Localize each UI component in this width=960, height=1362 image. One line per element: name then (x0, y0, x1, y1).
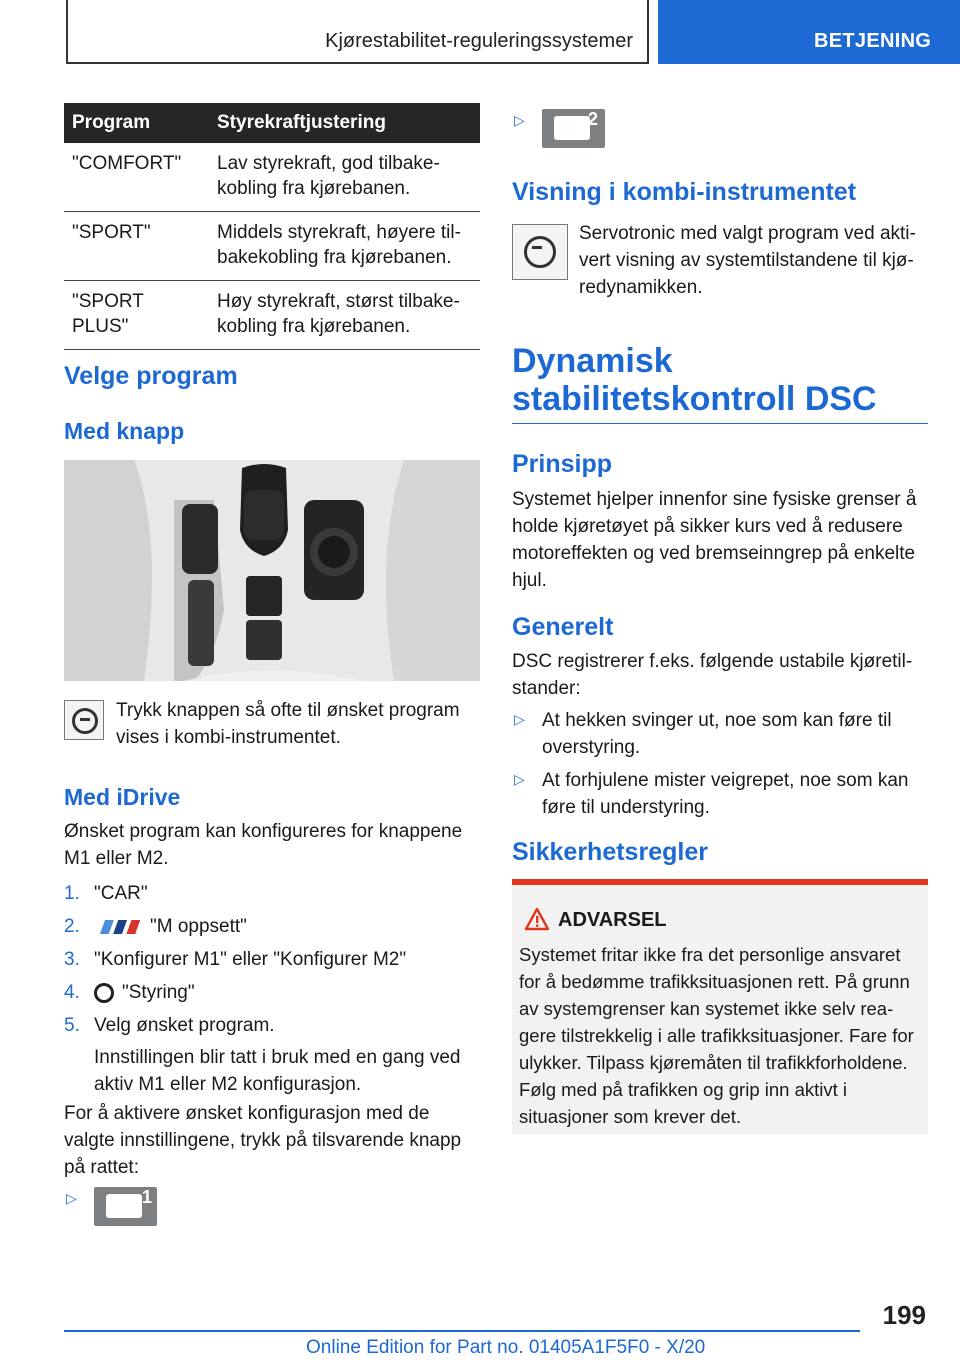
section-title: Kjørestabilitet-reguleringssystemer (325, 30, 633, 52)
list-item (512, 707, 928, 761)
warning-triangle-icon (524, 907, 550, 931)
list-item (64, 979, 480, 1006)
m1-digit: 1 (142, 1187, 153, 1207)
bullet-text: At forhjulene mister veigrepet, noe som kan føre til understyring. (542, 770, 909, 818)
prinsipp-text: Systemet hjelper innenfor sine fysiske grenser å holde kjøretøyet på sikker kurs ved å redusere motoreffekten og ved bremseinngrep på enkelte hjul. (512, 489, 917, 591)
chapter-tab[interactable] (658, 0, 960, 64)
table-cell-desc: Lav styrekraft, god tilbakekobling fra kjørebanen. (209, 143, 480, 212)
generelt-text: DSC registrerer f.eks. følgende ustabile kjøretilstander: (512, 651, 913, 699)
bullet-triangle-icon: ▷ (66, 1190, 77, 1206)
steering-wheel-icon (64, 700, 104, 740)
table-cell-program: "SPORT" (64, 212, 209, 281)
heading-prinsipp: Prinsipp (512, 450, 613, 478)
page-number: 199 (882, 1300, 926, 1330)
heading-visning: Visning i kombi-instrumentet (512, 178, 857, 206)
list-item (64, 946, 480, 973)
m2-button-icon (542, 109, 605, 148)
bullet-triangle-icon: ▷ (514, 711, 525, 727)
m-stripes-icon (94, 920, 144, 934)
heading-velge-program: Velge program (64, 362, 238, 390)
steering-wheel-icon (94, 983, 114, 1003)
list-item (512, 767, 928, 821)
chapter-tab-label: BETJENING (814, 30, 932, 52)
step-number: 4. (64, 982, 80, 1003)
step-text: "M oppsett" (150, 916, 247, 937)
bullet-triangle-icon: ▷ (514, 112, 525, 128)
steering-wheel-icon (512, 224, 568, 280)
step-text: Velg ønsket program. (94, 1015, 275, 1036)
table-cell-desc: Høy styrekraft, størst tilbakekobling fra kjørebanen. (209, 281, 480, 350)
table-cell-program: "COMFORT" (64, 143, 209, 212)
heading-dsc (512, 342, 877, 418)
table-header-program: Program (64, 103, 209, 143)
table-cell-program: "SPORT PLUS" (64, 281, 209, 350)
warning-box (512, 879, 928, 1134)
heading-med-idrive: Med iDrive (64, 784, 181, 810)
step-number: 3. (64, 949, 80, 970)
heading-sikkerhetsregler: Sikkerhetsregler (512, 838, 708, 866)
list-item (64, 1012, 480, 1039)
visning-text: Servotronic med valgt program ved aktivert visning av systemtilstandene til kjøredynamikken. (579, 223, 916, 298)
heading-generelt: Generelt (512, 613, 614, 641)
knapp-instruction: Trykk knappen så ofte til ønsket program vises i kombi-instrumentet. (116, 700, 460, 748)
bullet-triangle-icon: ▷ (514, 771, 525, 787)
m1-button-icon (94, 1187, 157, 1226)
list-item (64, 913, 480, 940)
table-cell-desc: Middels styrekraft, høyere tilbakekobling fra kjørebanen. (209, 212, 480, 281)
m2-digit: 2 (588, 109, 599, 129)
activate-instruction: For å aktivere ønsket konfigurasjon med de valgte innstillingene, trykk på tilsvarende knapp på rattet: (64, 1103, 462, 1178)
bullet-text: At hekken svinger ut, noe som kan føre til overstyring. (542, 710, 892, 758)
warning-text: Systemet fritar ikke fra det personlige ansvaret for å bedømme trafikksituasjonen rett. På grunn av systemgrenser kan systemet ikke selv reagere tilstrekkelig i alle trafikksituasjoner. Fare for ulykker. Tilpass kjøremåten til trafikkforholdene. Følg med på trafikken og grip inn aktivt i situasjoner som krever det. (519, 944, 914, 1127)
list-item (64, 880, 480, 907)
dsc-divider (512, 423, 928, 424)
step-number: 1. (64, 883, 80, 904)
table-row (64, 281, 480, 350)
step-text: "Styring" (122, 982, 195, 1003)
program-table (64, 103, 480, 350)
step-number: 2. (64, 916, 80, 937)
footer-divider (64, 1330, 860, 1332)
heading-dsc-line1: Dynamisk (512, 342, 673, 380)
step-text: "Konfigurer M1" eller "Konfigurer M2" (94, 949, 407, 970)
header-frame (66, 0, 649, 64)
footer-edition: Online Edition for Part no. 01405A1F5F0 - X/20 (306, 1337, 706, 1358)
heading-dsc-line2: stabilitetskontroll DSC (512, 380, 877, 418)
table-row (64, 143, 480, 212)
idrive-steps-list (64, 880, 480, 1045)
generelt-bullets (512, 707, 928, 821)
idrive-intro: Ønsket program kan konfigureres for knappene M1 eller M2. (64, 821, 463, 869)
table-row (64, 212, 480, 281)
step-number: 5. (64, 1015, 80, 1036)
table-header-steering: Styrekraftjustering (209, 103, 480, 143)
heading-med-knapp: Med knapp (64, 418, 185, 444)
step5-note: Innstillingen blir tatt i bruk med en gang ved aktiv M1 eller M2 konfigurasjon. (94, 1047, 461, 1095)
step-text: "CAR" (94, 883, 148, 904)
center-console-photo (64, 460, 480, 681)
warning-title: ADVARSEL (558, 909, 667, 931)
table-header-row (64, 103, 480, 143)
